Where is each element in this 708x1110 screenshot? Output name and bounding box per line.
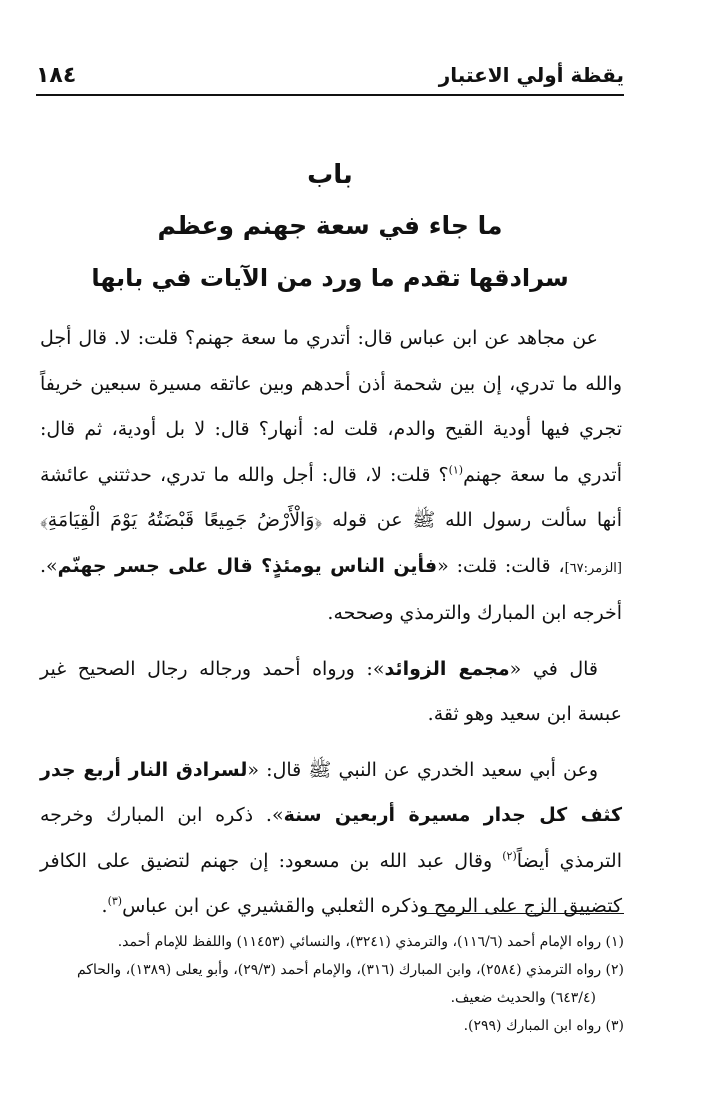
footnote-1: (١) رواه الإمام أحمد (١١٦/٦)، والترمذي (٣٢٤١)، والنسائي (١١٤٥٣) واللفظ للإمام أحمد.: [117, 934, 624, 950]
footnote-ref-2: (٢): [502, 849, 517, 863]
paragraph-2: [40, 647, 622, 738]
footnote-ref-3: (٣): [107, 894, 123, 908]
main-text: [40, 316, 622, 930]
para1-text-4: ». أخرجه ابن المبارك والترمذي وصححه.: [40, 554, 622, 624]
chapter-heading-line2: ما جاء في سعة جهنم وعظم: [157, 211, 503, 240]
footnote-3: (٣) رواه ابن المبارك (٢٩٩).: [463, 1018, 624, 1034]
chapter-heading-line3: سرادقها تقدم ما ورد من الآيات في بابها: [91, 264, 569, 292]
para3-text-1: وعن أبي سعيد الخدري عن النبي ﷺ قال: «: [247, 758, 598, 781]
para3-text-3: وقال عبد الله بن مسعود: إن جهنم لتضيق على الكافر كتضييق الزج على الرمح وذكره الثعلبي والقشيري عن ابن عباس: [40, 849, 622, 917]
para1-text-1: عن مجاهد عن ابن عباس قال: أتدري ما سعة جهنم؟ قلت: لا. قال أجل والله ما تدري، إن بين شحمة أذن أحدهم وبين عاتقه مسيرة سبعين خريفاً تجري فيها أودية القيح والدم، قلت له: أنهار؟ قال: لا بل أودية، ثم قال: أتدري ما سعة جهنم: [40, 327, 622, 486]
para3-bold-hadith: لسرادق النار أربع جدر كثف كل جدار مسيرة أربعين سنة: [40, 758, 623, 826]
para2-bold-source: مجمع الزوائد: [384, 657, 510, 680]
chapter-heading-line1: باب: [307, 160, 353, 190]
paragraph-1: [40, 316, 622, 637]
book-title: يقظة أولي الاعتبار: [438, 63, 624, 87]
para2-text-1: قال في «: [509, 657, 599, 680]
footnotes: [36, 928, 624, 1040]
chapter-heading: [36, 150, 624, 304]
para3-text-4: .: [101, 895, 108, 917]
para3-text-2: ». ذكره ابن المبارك وخرجه الترمذي أيضاً: [40, 804, 622, 872]
footnote-2-continued: (٦٤٣/٤) والحديث ضعيف.: [450, 990, 596, 1006]
para1-text-3: ، قالت: قلت: «: [437, 554, 565, 577]
para2-text-2: »: ورواه أحمد ورجاله رجال الصحيح غير عبسة ابن سعيد وهو ثقة.: [40, 657, 622, 725]
para1-bold-quote: فأين الناس يومئذٍ؟ قال على جسر جهنّم: [57, 554, 438, 577]
footnote-2: (٢) رواه الترمذي (٢٥٨٤)، وابن المبارك (٣١٦)، والإمام أحمد (٢٩/٣)، وأبو يعلى (١٣٨٩)، والحاكم: [76, 962, 624, 978]
paragraph-3: [40, 748, 622, 930]
para1-text-2: ؟ قلت: لا، قال: أجل والله ما تدري، حدثتني عائشة أنها سألت رسول الله ﷺ عن قوله ﴿وَالْأَرْضُ جَمِيعًا قَبْضَتُهُ يَوْمَ الْقِيَامَةِ﴾: [40, 463, 622, 531]
quran-reference: [الزمر:٦٧]: [564, 560, 622, 576]
footnote-ref-1: (١): [448, 463, 464, 477]
running-header: [36, 60, 624, 96]
page-number: ١٨٤: [36, 62, 77, 88]
footnote-separator: [424, 913, 624, 914]
